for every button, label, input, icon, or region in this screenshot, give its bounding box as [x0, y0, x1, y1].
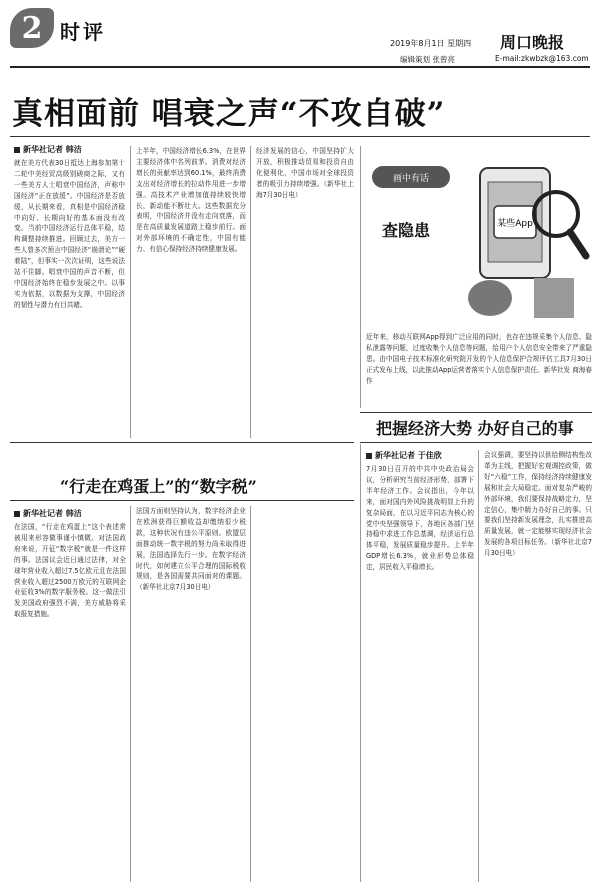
issue-date: 2019年8月1日 星期四: [390, 39, 472, 48]
article2-col3: [256, 506, 354, 882]
cartoon-illustration: [450, 148, 590, 328]
illustration-label-text: 画中有话: [392, 173, 429, 184]
column-divider: [360, 444, 361, 882]
byline-marker: [14, 147, 20, 153]
article2-byline-text: 新华社记者 韩洁: [23, 509, 82, 518]
section-rule: [360, 412, 592, 413]
editor-credit: 编辑策划 张曾亮: [400, 55, 455, 64]
magnifier-handle: [570, 232, 586, 256]
article1-col3: 经济发展的信心，中国坚持扩大开放，积极推动贸易和投资自由化便利化，中国市场对全球投资者的吸引力持续增强。（新华社上海7月30日电）: [256, 147, 354, 199]
article3-col2: 会议强调，要坚持以供给侧结构性改革为主线，把握好宏观调控政策，做好“六稳”工作，保持经济持续健康发展和社会大局稳定。面对复杂严峻的外部环境，我们要保持战略定力，坚定信心，集中精力办好自己的事。只要我们坚持新发展理念，扎实推进高质量发展，就一定能够实现经济社会发展的各项目标任务。（新华社北京7月30日电）: [484, 451, 592, 558]
column-divider: [360, 146, 361, 408]
article1-byline-text: 新华社记者 韩洁: [23, 145, 82, 154]
article3-byline-text: 新华社记者 于佳欣: [375, 451, 442, 460]
article3-title: 把握经济大势 办好自己的事: [376, 419, 574, 438]
main-headline: 真相面前 唱衰之声“不攻自破”: [12, 96, 446, 132]
article1-byline: [14, 144, 82, 155]
byline-marker: [366, 453, 372, 459]
article3-byline: [366, 450, 442, 461]
column-divider: [250, 146, 251, 438]
column-divider: [130, 506, 131, 882]
column-divider: [130, 146, 131, 438]
byline-marker: [14, 511, 20, 517]
masthead-divider: [10, 66, 590, 68]
article2-col1: 在法国，“行走在鸡蛋上”这个表述常被用来形容做事谨小慎微。对法国政府来说，开征“数字税”就是一件这样的事。法国议会近日通过法律，对全球年营业收入超过7.5亿欧元且在法国营业收入超过2500万欧元的互联网企业征收3%的数字服务税。这一做法引发美国政府强烈不满，美方威胁将采取报复措施。: [14, 523, 126, 619]
section-rule: [10, 500, 354, 501]
column-divider: [478, 450, 479, 882]
headline-rule: [10, 136, 590, 137]
article2-col2: 法国方面则坚持认为，数字经济企业在欧洲获得巨额收益却缴纳很少税款，这种状况有违公平原则。欧盟层面推动统一数字税的努力尚未取得进展，法国选择先行一步。在数字经济时代，如何建立公平合理的国际税收规则，是各国需要共同面对的课题。（新华社北京7月30日电）: [136, 507, 246, 592]
column-divider: [250, 506, 251, 882]
section-rule: [360, 442, 592, 443]
page-number-badge: [10, 8, 54, 48]
article1-col1: 就在美方代表30日抵达上海参加第十二轮中美经贸高级别磋商之际，又有一些美方人士唱衰中国经济，声称中国经济“正在放缓”。中国经济是否放缓，从长期来看，真相是中国经济稳中向好、长期向好的基本面没有改变。当前中国经济运行总体平稳，结构调整持续推进。回顾过去，美方一些人曾多次预言中国经济“崩溃论”“硬着陆”，但事实一次次证明，这些说法站不住脚。唱衰中国的声音不断，但中国经济始终在稳步发展之中。以事实为依据，以数据为支撑，中国经济的韧性与潜力有目共睹。: [14, 159, 125, 309]
masthead: [0, 0, 600, 68]
article3-col1: 7月30日召开的中共中央政治局会议，分析研究当前经济形势，部署下半年经济工作。会议指出，今年以来，面对国内外风险挑战明显上升的复杂局面，在以习近平同志为核心的党中央坚强领导下，各地区各部门坚持稳中求进工作总基调，经济运行总体平稳，发展质量稳步提升。上半年GDP增长6.3%，就业形势总体稳定，居民收入平稳增长。: [366, 465, 474, 572]
illustration-title: 查隐患: [382, 221, 431, 240]
newspaper-logo: 周口晚报: [500, 33, 565, 52]
phone-text: 某些App: [497, 219, 533, 229]
page-number: 2: [21, 10, 43, 46]
section-title: 时评: [60, 20, 106, 44]
hand-shape: [468, 280, 512, 316]
article1-col2: 上半年，中国经济增长6.3%，在世界主要经济体中名列前茅。消费对经济增长的贡献率达到60.1%，最终消费支出对经济增长的拉动作用进一步增强。高技术产业增加值持续较快增长，新动能不断壮大。这些数据充分表明，中国经济并没有走向衰落，而是在高质量发展道路上稳步前行。面对外部环境的不确定性，中国有能力、有信心保持经济持续健康发展。: [136, 147, 246, 254]
article2-byline: [14, 508, 82, 519]
article2-title: “行走在鸡蛋上”的“数字税”: [60, 477, 257, 496]
arm-shape: [534, 278, 574, 318]
illustration-label: [372, 166, 450, 188]
illustration-caption: 近年来，移动互联网App得到广泛应用的同时，也存在违规采集个人信息、隐私泄露等问题，过度收集个人信息等问题，给用户个人信息安全带来了严重隐患。由中国电子技术标准化研究院开发的个人信息保护合规评估工具7月30日正式发布上线，以此推动App运营者落实个人信息保护责任。新华社发 商海春 作: [366, 333, 592, 385]
section-rule: [10, 442, 354, 443]
contact-email: E-mail:zkwbzk@163.com: [495, 54, 589, 63]
